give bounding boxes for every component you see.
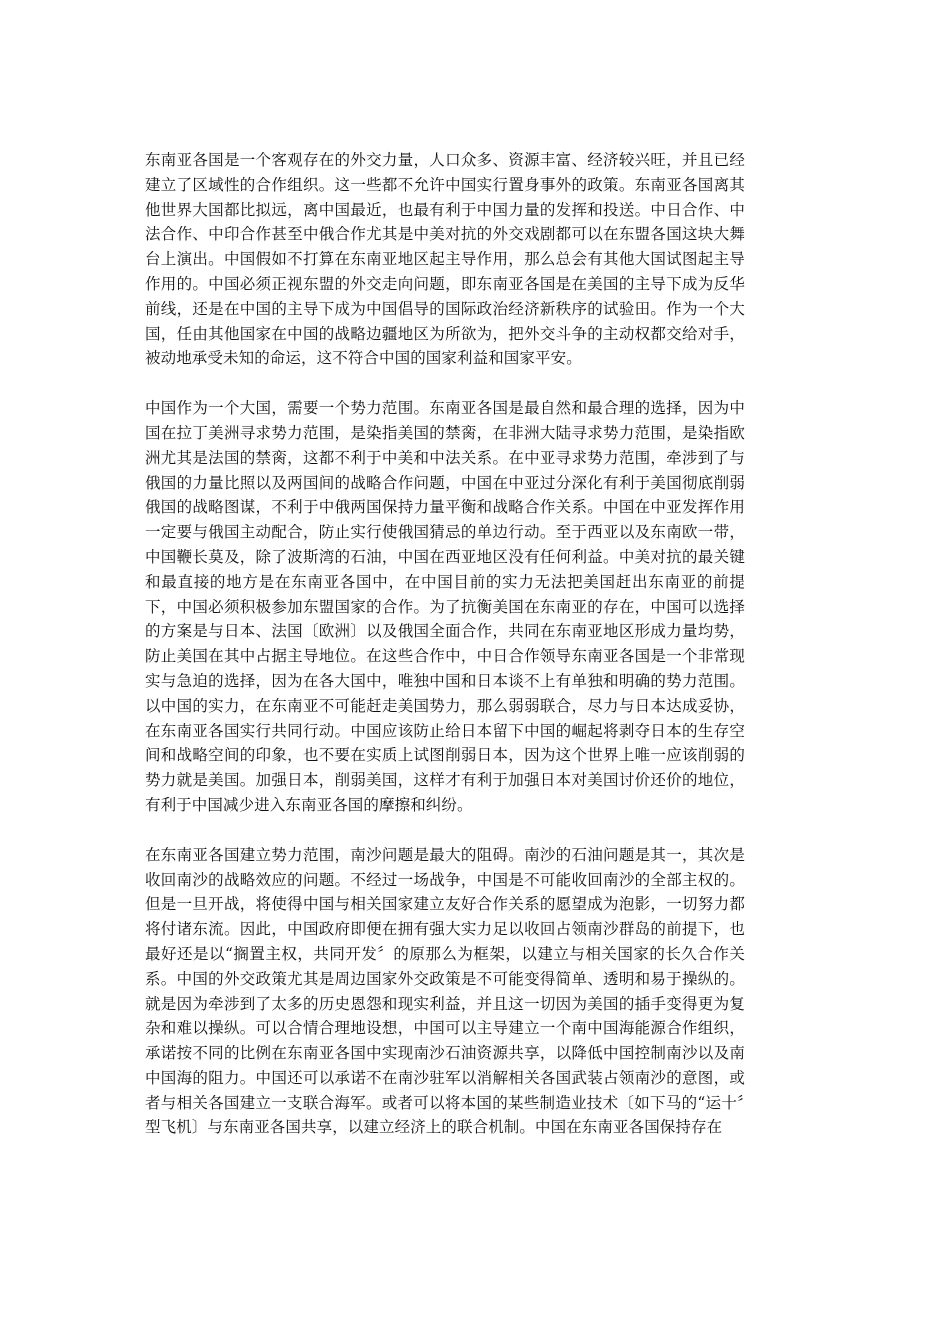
document-body [145, 148, 745, 1165]
paragraph-2: 中国作为一个大国，需要一个势力范围。东南亚各国是最自然和最合理的选择，因为中国在拉丁美洲寻求势力范围，是染指美国的禁脔，在非洲大陆寻求势力范围，是染指欧洲尤其是法国的禁脔，这都不利于中美和中法关系。在中亚寻求势力范围，牵涉到了与俄国的力量比照以及两国间的战略合作问题，中国在中亚过分深化有利于美国彻底削弱俄国的战略图谋，不利于中俄两国保持力量平衡和战略合作关系。中国在中亚发挥作用一定要与俄国主动配合，防止实行使俄国猜忌的单边行动。至于西亚以及东南欧一带，中国鞭长莫及，除了波斯湾的石油，中国在西亚地区没有任何利益。中美对抗的最关键和最直接的地方是在东南亚各国中，在中国目前的实力无法把美国赶出东南亚的前提下，中国必须积极参加东盟国家的合作。为了抗衡美国在东南亚的存在，中国可以选择的方案是与日本、法国〔欧洲〕以及俄国全面合作，共同在东南亚地区形成力量均势，防止美国在其中占据主导地位。在这些合作中，中日合作领导东南亚各国是一个非常现实与急迫的选择，因为在各大国中，唯独中国和日本谈不上有单独和明确的势力范围。以中国的实力，在东南亚不可能赶走美国势力，那么弱弱联合，尽力与日本达成妥协，在东南亚各国实行共同行动。中国应该防止给日本留下中国的崛起将剥夺日本的生存空间和战略空间的印象，也不要在实质上试图削弱日本，因为这个世界上唯一应该削弱的势力就是美国。加强日本，削弱美国，这样才有利于加强日本对美国讨价还价的地位，有利于中国减少进入东南亚各国的摩擦和纠纷。 [145, 399, 745, 814]
paragraph-3: 在东南亚各国建立势力范围，南沙问题是最大的阻碍。南沙的石油问题是其一，其次是收回南沙的战略效应的问题。不经过一场战争，中国是不可能收回南沙的全部主权的。但是一旦开战，将使得中国与相关国家建立友好合作关系的愿望成为泡影，一切努力都将付诸东流。因此，中国政府即便在拥有强大实力足以收回占领南沙群岛的前提下，也最好还是以“搁置主权，共同开发〞的原那么为框架，以建立与相关国家的长久合作关系。中国的外交政策尤其是周边国家外交政策是不可能变得简单、透明和易于操纵的。就是因为牵涉到了太多的历史恩怨和现实利益，并且这一切因为美国的插手变得更为复杂和难以操纵。可以合情合理地设想，中国可以主导建立一个南中国海能源合作组织，承诺按不同的比例在东南亚各国中实现南沙石油资源共享，以降低中国控制南沙以及南中国海的阻力。中国还可以承诺不在南沙驻军以消解相关各国武装占领南沙的意图，或者与相关各国建立一支联合海军。或者可以将本国的某些制造业技术〔如下马的“运十〞型飞机〕与东南亚各国共享，以建立经济上的联合机制。中国在东南亚各国保持存在 [145, 845, 745, 1137]
paragraph-1: 东南亚各国是一个客观存在的外交力量，人口众多、资源丰富、经济较兴旺，并且已经建立了区域性的合作组织。这一些都不允许中国实行置身事外的政策。东南亚各国离其他世界大国都比拟远，离中国最近，也最有利于中国力量的发挥和投送。中日合作、中法合作、中印合作甚至中俄合作尤其是中美对抗的外交戏剧都可以在东盟各国这块大舞台上演出。中国假如不打算在东南亚地区起主导作用，那么总会有其他大国试图起主导作用的。中国必须正视东盟的外交走向问题，即东南亚各国是在美国的主导下成为反华前线，还是在中国的主导下成为中国倡导的国际政治经济新秩序的试验田。作为一个大国，任由其他国家在中国的战略边疆地区为所欲为，把外交斗争的主动权都交给对手，被动地承受未知的命运，这不符合中国的国家利益和国家平安。 [145, 151, 745, 368]
